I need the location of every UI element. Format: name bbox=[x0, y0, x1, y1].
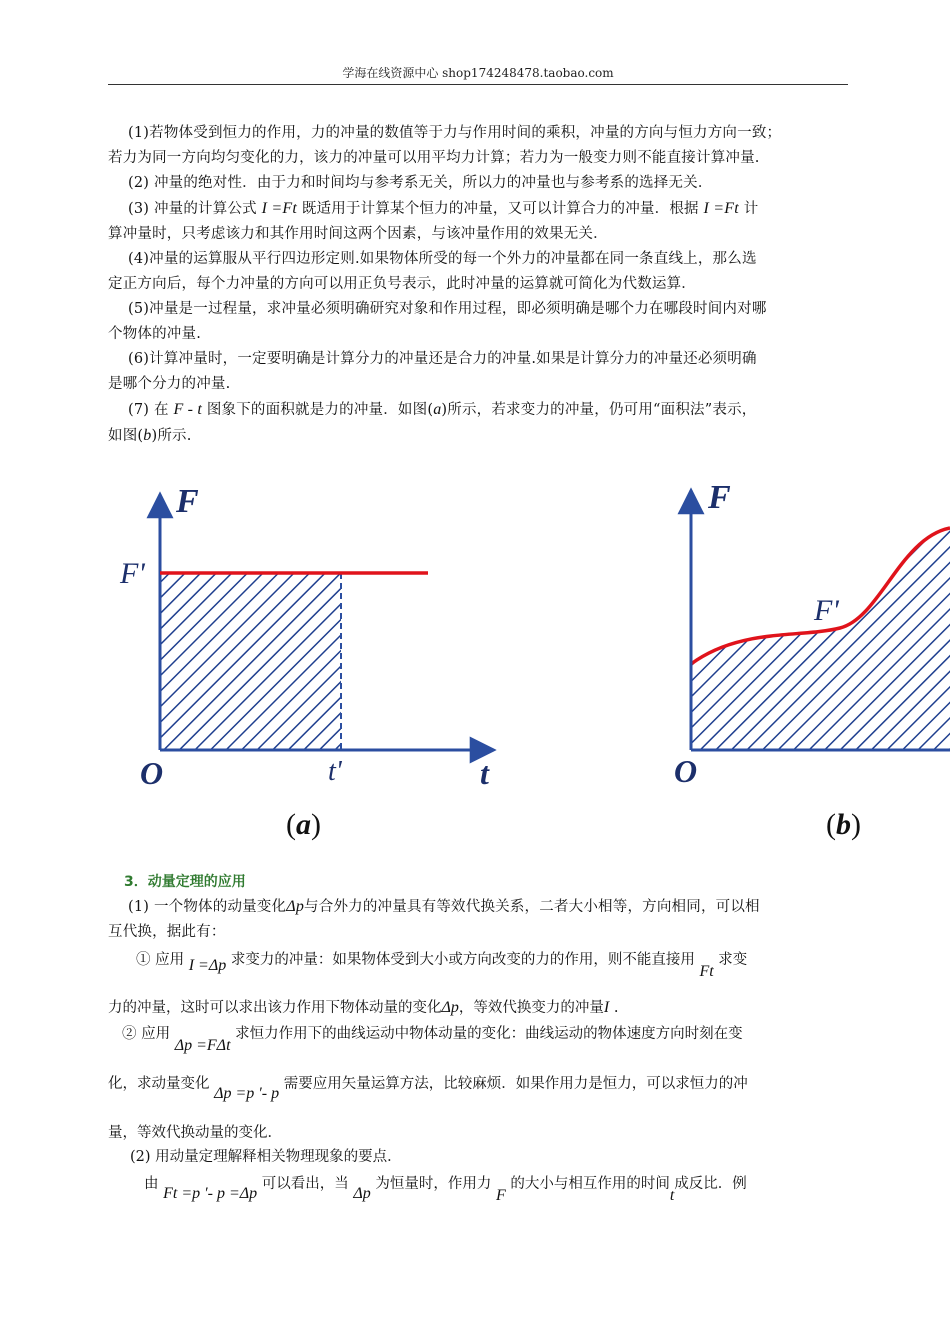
note-7-text-d: )所示，若求变力的冲量，仍可用“面积法”表示， bbox=[441, 402, 757, 418]
formula-t: t bbox=[669, 1187, 675, 1204]
formula-dp-fdt: Δp =FΔt bbox=[174, 1037, 231, 1054]
section-3-part-1 bbox=[108, 894, 848, 945]
page-header: 学海在线资源中心 shop174248478.taobao.com bbox=[342, 66, 614, 80]
c1-text-a: ① 应用 bbox=[136, 952, 185, 968]
note-3-text-c: 计 bbox=[743, 201, 759, 217]
caption-a bbox=[286, 808, 321, 842]
caption-b bbox=[826, 808, 861, 842]
s1-text-b: 与合外力的冲量具有等效代换关系，二者大小相等，方向相同，可以相 bbox=[304, 899, 760, 915]
note-7-text-b: 图象下的面积就是力的冲量．如图( bbox=[206, 402, 434, 418]
note-7-line-2 bbox=[108, 423, 848, 449]
formula-dp-2: Δp bbox=[441, 999, 459, 1016]
c2-text-b: 求恒力作用下的曲线运动中物体动量的变化：曲线运动的物体速度方向时刻在变 bbox=[235, 1026, 743, 1042]
s2-text-e: 成反比．例 bbox=[674, 1176, 747, 1192]
s2-heading: (2) 用动量定理解释相关物理现象的要点． bbox=[130, 1149, 402, 1165]
note-1-line-2: 若力为同一方向均匀变化的力，该力的冲量可以用平均力计算；若力为一般变力则不能直接计算冲量. bbox=[108, 150, 760, 166]
note-3-text-b: 既适用于计算某个恒力的冲量，又可以计算合力的冲量．根据 bbox=[301, 201, 699, 217]
c1-text-e: ，等效代换变力的冲量 bbox=[458, 1000, 604, 1016]
caption-b-close: ) bbox=[851, 808, 861, 841]
c1-text-d: 力的冲量，这时可以求出该力作用下物体动量的变化 bbox=[108, 1000, 442, 1016]
caption-b-letter: b bbox=[836, 808, 851, 841]
case-2-line-3: 量，等效代换动量的变化． bbox=[108, 1125, 282, 1141]
note-6-line-2: 是哪个分力的冲量. bbox=[108, 376, 231, 392]
formula-impulse: I =Ft bbox=[261, 200, 298, 217]
formula-i-eq-dp: I =Δp bbox=[188, 957, 227, 974]
s2-line-1 bbox=[108, 1171, 848, 1204]
c2-text-a: ② 应用 bbox=[122, 1026, 171, 1042]
formula-ft-dp: Ft =p ′- p =Δp bbox=[163, 1185, 258, 1202]
note-4-line-2: 定正方向后，每个力冲量的方向可以用正负号表示，此时冲量的运算就可简化为代数运算． bbox=[108, 276, 696, 292]
formula-dp-3: Δp bbox=[353, 1185, 371, 1202]
caption-a-open: ( bbox=[286, 808, 296, 841]
t-axis-label-a: t bbox=[480, 755, 489, 791]
note-1-line-1: (1)若物体受到恒力的作用，力的冲量的数值等于力与作用时间的乘积，冲量的方向与恒力方向一致； bbox=[128, 125, 782, 141]
s1-line-2: 互代换，据此有： bbox=[108, 924, 226, 940]
curve-mark-b: F' bbox=[814, 594, 839, 627]
impulse-area-a bbox=[160, 573, 341, 750]
force-mark-a: F' bbox=[120, 557, 145, 590]
c1-text-c: 求变 bbox=[718, 952, 748, 968]
note-2: (2) 冲量的绝对性．由于力和时间均与参考系无关，所以力的冲量也与参考系的选择无关． bbox=[128, 175, 713, 191]
note-3-line-1 bbox=[108, 196, 848, 222]
time-mark-a: t' bbox=[328, 756, 342, 787]
note-7-line-1 bbox=[108, 397, 848, 423]
figure-b-variable-force bbox=[660, 478, 950, 808]
c2-text-d: 需要应用矢量运算方法，比较麻烦．如果作用力是恒力，可以求恒力的冲 bbox=[283, 1076, 748, 1092]
formula-f-t: F - t bbox=[173, 401, 203, 418]
fig-ref-a: a bbox=[433, 401, 442, 418]
caption-a-letter: a bbox=[296, 808, 311, 841]
s1-line-1 bbox=[108, 894, 848, 920]
note-4-line-1: (4)冲量的运算服从平行四边形定则.如果物体所受的每一个外力的冲量都在同一条直线上，那么选 bbox=[128, 251, 757, 267]
s2-text-d: 的大小与相互作用的时间 bbox=[510, 1176, 670, 1192]
origin-label-b: O bbox=[674, 753, 698, 789]
case-1-line-2 bbox=[108, 995, 848, 1021]
figure-a-constant-force bbox=[108, 478, 508, 808]
s2-text-c: 为恒量时，作用力 bbox=[375, 1176, 492, 1192]
formula-delta-p: Δp bbox=[286, 898, 305, 915]
f-axis-label-a: F bbox=[176, 483, 199, 520]
header-rule bbox=[108, 84, 848, 85]
c1-text-b: 求变力的冲量：如果物体受到大小或方向改变的力的作用，则不能直接用 bbox=[230, 952, 695, 968]
section-heading: 3．动量定理的应用 bbox=[124, 874, 246, 890]
note-6-line-1: (6)计算冲量时，一定要明确是计算分力的冲量还是合力的冲量.如果是计算分力的冲量还必须明确 bbox=[128, 351, 757, 367]
formula-f: F bbox=[495, 1187, 506, 1204]
note-7-text-a: (7) 在 bbox=[128, 402, 169, 418]
note-7-text-h: )所示. bbox=[151, 428, 192, 444]
note-5-line-2: 个物体的冲量. bbox=[108, 326, 202, 342]
origin-label-a: O bbox=[140, 755, 164, 791]
note-7-text-e: 如图( bbox=[108, 428, 144, 444]
note-3-text-a: (3) 冲量的计算公式 bbox=[128, 201, 257, 217]
note-5-line-1: (5)冲量是一过程量，求冲量必须明确研究对象和作用过程，即必须明确是哪个力在哪段时间内对哪 bbox=[128, 301, 767, 317]
case-2-line-2 bbox=[108, 1071, 848, 1102]
formula-i: I bbox=[603, 999, 610, 1016]
c1-text-g: . bbox=[613, 1000, 619, 1016]
impulse-notes bbox=[108, 121, 848, 449]
caption-b-open: ( bbox=[826, 808, 836, 841]
formula-impulse-2: I =Ft bbox=[703, 200, 739, 217]
impulse-area-b bbox=[691, 528, 950, 750]
s1-text-a: (1) 一个物体的动量变化 bbox=[128, 899, 287, 915]
s2-text-b: 可以看出，当 bbox=[261, 1176, 349, 1192]
case-1-line-1 bbox=[108, 947, 848, 980]
f-axis-label-b: F bbox=[708, 479, 731, 516]
formula-dp-diff: Δp =p ′- p bbox=[214, 1085, 280, 1102]
fig-ref-b: b bbox=[143, 427, 152, 444]
formula-ft: Ft bbox=[699, 963, 714, 980]
case-2-line-1 bbox=[108, 1021, 848, 1054]
caption-a-close: ) bbox=[311, 808, 321, 841]
s2-text-a: 由 bbox=[144, 1176, 159, 1192]
c2-text-c: 化，求动量变化 bbox=[108, 1076, 210, 1092]
note-3-line-2: 算冲量时，只考虑该力和其作用时间这两个因素，与该冲量作用的效果无关． bbox=[108, 226, 608, 242]
